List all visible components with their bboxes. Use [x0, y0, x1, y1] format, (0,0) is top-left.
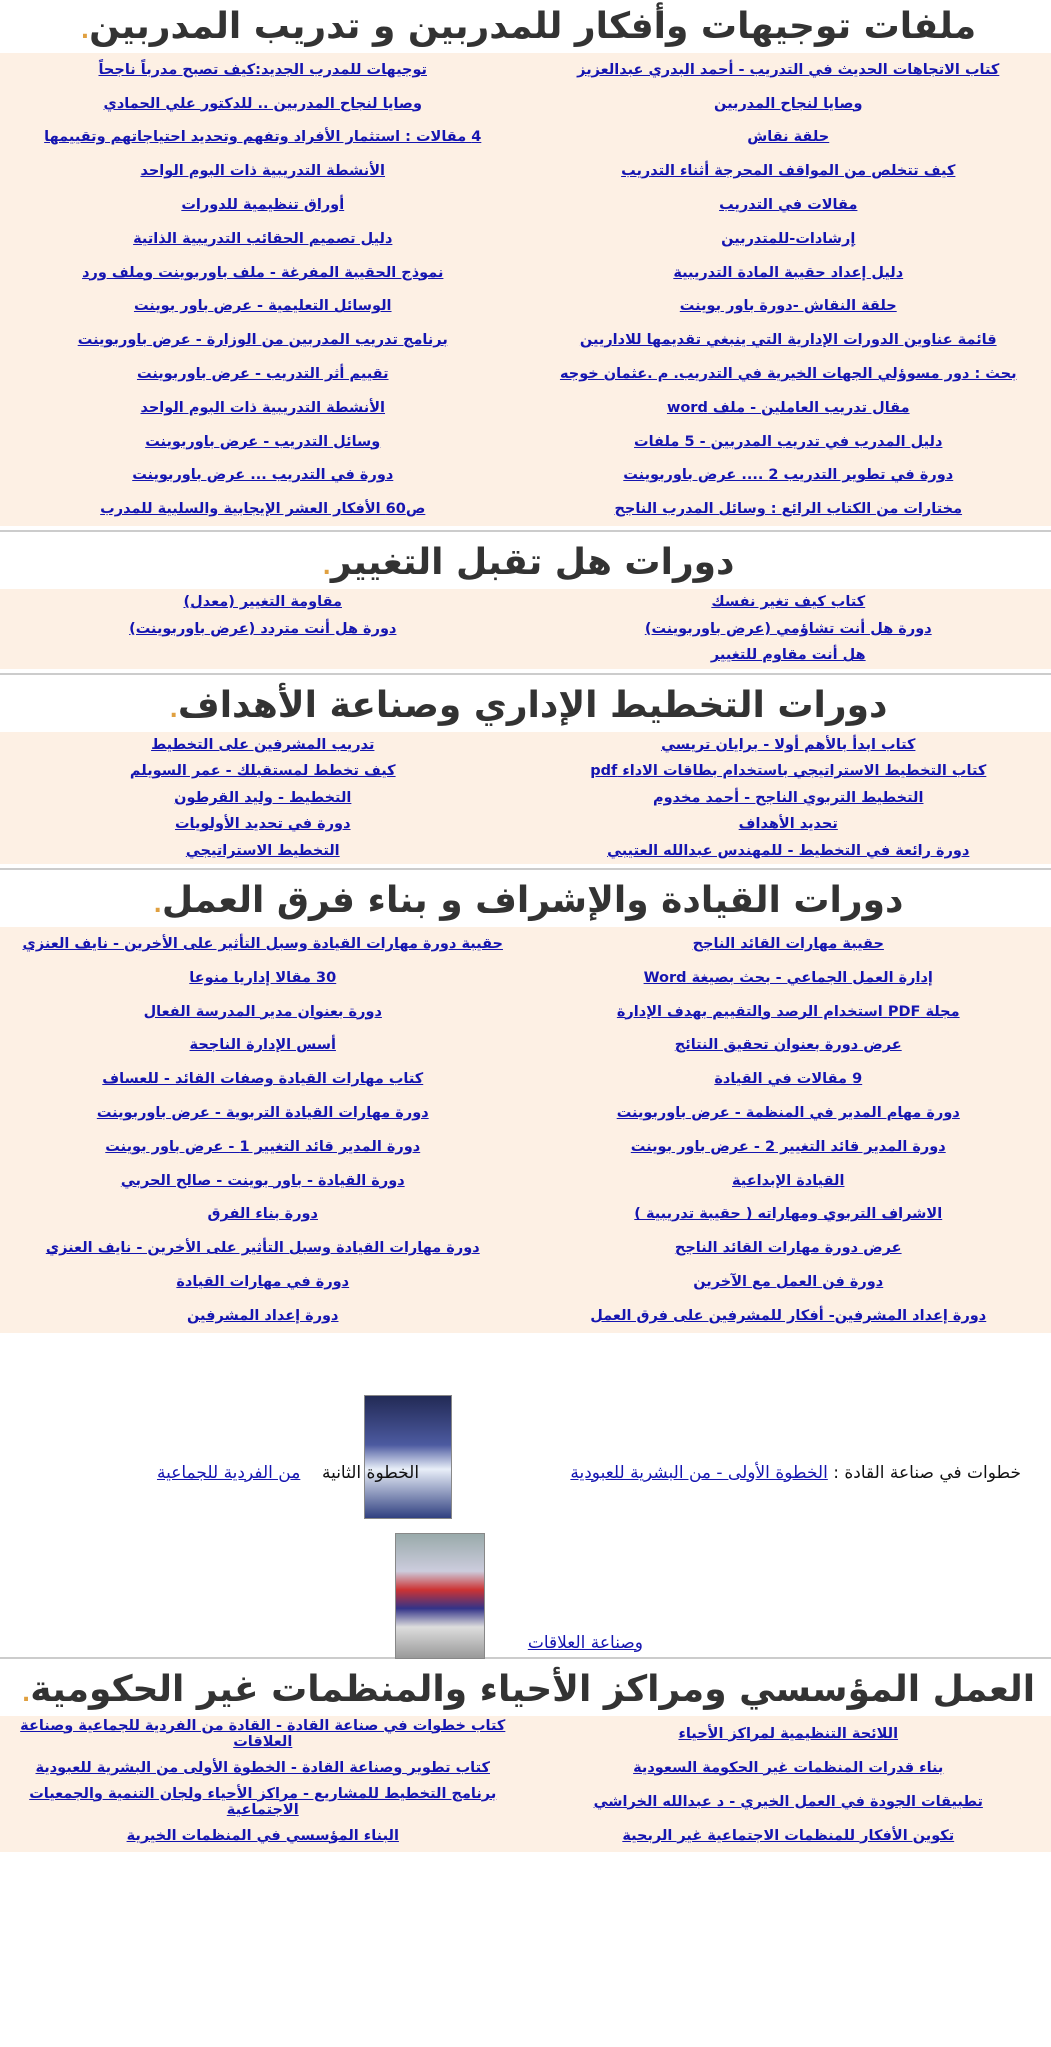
list-item-link[interactable]: حلقة النقاش -دورة باور بوينت	[679, 298, 897, 315]
right-cell	[526, 1794, 1051, 1810]
right-cell	[526, 790, 1051, 806]
list-item-link[interactable]: التخطيط الاستراتيجي	[185, 842, 340, 859]
list-item-link[interactable]: كتاب كيف تغير نفسك	[711, 594, 866, 611]
table-row	[0, 357, 1051, 391]
step3-link[interactable]: وصناعة العلاقات	[527, 1632, 643, 1653]
table-row	[0, 222, 1051, 256]
divider	[0, 530, 1051, 532]
right-cell	[526, 936, 1051, 952]
left-cell	[0, 265, 526, 281]
list-item-link[interactable]: حقيبة دورة مهارات القيادة وسبل التأثير على الأخرين - نايف العنزي	[22, 936, 503, 953]
list-item-link[interactable]: كتاب خطوات في صناعة القادة - القادة من الفردية للجماعية وصناعة العلاقات	[20, 1717, 506, 1750]
table-row	[0, 1716, 1051, 1752]
list-item-link[interactable]: التخطيط التربوي الناجح - أحمد مخدوم	[653, 789, 924, 806]
table-row	[0, 1820, 1051, 1852]
right-cell	[526, 737, 1051, 753]
right-cell	[526, 400, 1051, 416]
list-item-link[interactable]: اللائحة التنظيمية لمراكز الأحياء	[678, 1725, 899, 1742]
table-row	[0, 1198, 1051, 1232]
table-row	[0, 1299, 1051, 1333]
list-item-link[interactable]: 4 مقالات : استثمار الأفراد وتفهم وتحديد احتياجاتهم وتقييمها	[44, 129, 482, 146]
list-item-link[interactable]: مقاومة التغيير (معدل)	[183, 594, 342, 611]
step2-label: الخطوة الثانية	[321, 1462, 420, 1483]
links-trainers	[0, 53, 1051, 526]
right-cell	[526, 265, 1051, 281]
list-item-link[interactable]: دورة رائعة في التخطيط - للمهندس عبدالله العتيبي	[607, 842, 970, 859]
left-cell	[0, 62, 526, 78]
steps-prefix: خطوات في صناعة القادة :	[833, 1462, 1021, 1483]
left-cell	[0, 467, 526, 483]
list-item-link[interactable]: الأنشطة التدريبية ذات البوم الواحد	[140, 163, 386, 180]
right-cell	[526, 332, 1051, 348]
list-item-link[interactable]: نموذج الحقيبة المفرغة - ملف باوربوينت وملف ورد	[82, 264, 444, 281]
list-item-link[interactable]: دورة المدير قائد التغيير 2 - عرض باور بوينت	[630, 1138, 946, 1155]
links-leadership	[0, 927, 1051, 1333]
section-title-trainers: ملفات توجيهات وأفكار للمدربين و تدريب المدربين.	[80, 6, 977, 47]
list-item-link[interactable]: القيادة الإبداعية	[732, 1172, 845, 1189]
left-cell	[0, 400, 526, 416]
table-row	[0, 256, 1051, 290]
table-row	[0, 87, 1051, 121]
section-title-planning: دورات التخطيط الإداري وصناعة الأهداف.	[169, 684, 888, 726]
right-cell	[526, 434, 1051, 450]
list-item-link[interactable]: أسس الإدارة الناجحة	[189, 1037, 336, 1054]
list-item-link[interactable]: دورة مهام المدير في المنظمة - عرض باوربوينت	[616, 1105, 960, 1122]
right-cell	[526, 62, 1051, 78]
right-cell	[526, 1760, 1051, 1776]
list-item-link[interactable]: هل أنت مقاوم للتغيير	[710, 647, 866, 664]
section-title-institutional: العمل المؤسسي ومراكز الأحياء والمنظمات غير الحكومية.	[21, 1668, 1036, 1710]
list-item-link[interactable]: تطبيقات الجودة في العمل الخيري - د عبدالله الخراشي	[593, 1793, 983, 1810]
list-item-link[interactable]: دورة بناء الفرق	[207, 1206, 318, 1223]
divider	[0, 673, 1051, 675]
left-cell	[0, 129, 526, 145]
right-cell	[526, 970, 1051, 986]
table-row	[0, 459, 1051, 493]
divider	[0, 868, 1051, 870]
left-cell	[0, 1037, 526, 1053]
list-item-link[interactable]: بناء قدرات المنظمات غير الحكومة السعودية	[633, 1759, 944, 1776]
list-item-link[interactable]: حقيبة مهارات القائد الناجح	[692, 936, 884, 953]
list-item-link[interactable]: دورة هل أنت متردد (عرض باوربوينت)	[129, 620, 397, 637]
links-change	[0, 589, 1051, 669]
left-cell	[0, 1828, 526, 1844]
section-title-change: دورات هل تقبل التغيير.	[322, 542, 735, 584]
left-cell	[0, 366, 526, 382]
list-item-link[interactable]: التخطيط - وليد القرطون	[174, 789, 352, 806]
right-cell	[526, 1173, 1051, 1189]
list-item-link[interactable]: كيف تخطط لمستقبلك - عمر السويلم	[129, 763, 396, 780]
leader-steps	[0, 1333, 1051, 1653]
left-cell	[0, 197, 526, 213]
left-cell	[0, 594, 526, 610]
list-item-link[interactable]: دورة مهارات القيادة وسبل التأثير على الأخرين - نايف العنزي	[45, 1240, 480, 1257]
list-item-link[interactable]: دورة في تحديد الأولويات	[174, 816, 351, 833]
list-item-link[interactable]: عرض دورة بعنوان تحقيق النتائج	[674, 1037, 902, 1054]
list-item-link[interactable]: كتاب مهارات القيادة وصفات القائد - للعساف	[102, 1071, 424, 1088]
left-cell	[0, 1718, 526, 1750]
table-row	[0, 1130, 1051, 1164]
right-cell	[526, 621, 1051, 637]
right-cell	[526, 366, 1051, 382]
list-item-link[interactable]: دورة بعنوان مدير المدرسة الفعال	[143, 1003, 382, 1020]
right-cell	[526, 843, 1051, 859]
steps-line	[157, 1463, 1021, 1483]
left-cell	[0, 763, 526, 779]
right-cell	[526, 1726, 1051, 1742]
right-cell	[526, 1105, 1051, 1121]
list-item-link[interactable]: دورة مهارات القيادة التربوية - عرض باوربوينت	[96, 1105, 429, 1122]
left-cell	[0, 163, 526, 179]
left-cell	[0, 1139, 526, 1155]
list-item-link[interactable]: ص60 الأفكار العشر الإيجابية والسلبية للمدرب	[100, 501, 426, 518]
table-row	[0, 732, 1051, 759]
table-row	[0, 323, 1051, 357]
table-row	[0, 391, 1051, 425]
right-cell	[526, 467, 1051, 483]
table-row	[0, 642, 1051, 669]
right-cell	[526, 1240, 1051, 1256]
list-item-link[interactable]: تقييم أثر التدريب - عرض باوربوينت	[136, 366, 389, 383]
right-cell	[526, 1004, 1051, 1020]
list-item-link[interactable]: وسائل التدريب - عرض باوربوينت	[145, 433, 381, 450]
left-cell	[0, 332, 526, 348]
left-cell	[0, 1105, 526, 1121]
list-item-link[interactable]: إرشادات-للمتدربين	[721, 230, 856, 247]
list-item-link[interactable]: مقالات في التدريب	[719, 197, 858, 214]
left-cell	[0, 1308, 526, 1324]
step3-line	[528, 1633, 643, 1653]
left-cell	[0, 1786, 526, 1818]
right-cell	[526, 163, 1051, 179]
right-cell	[526, 1037, 1051, 1053]
left-cell	[0, 1274, 526, 1290]
right-cell	[526, 1308, 1051, 1324]
table-row	[0, 616, 1051, 643]
table-row	[0, 838, 1051, 865]
list-item-link[interactable]: دورة هل أنت تشاؤمي (عرض باوربوينت)	[644, 620, 932, 637]
list-item-link[interactable]: دليل المدرب في تدريب المدربين - 5 ملفات	[634, 433, 943, 450]
list-item-link[interactable]: الوسائل التعليمية - عرض باور بوينت	[133, 298, 392, 315]
table-row	[0, 1062, 1051, 1096]
list-item-link[interactable]: دليل تصميم الحقائب التدريبية الذاتية	[133, 230, 393, 247]
list-item-link[interactable]: وصايا لنجاح المدربين .. للدكتور علي الحمادي	[103, 95, 422, 112]
table-row	[0, 961, 1051, 995]
left-cell	[0, 1206, 526, 1222]
right-cell	[526, 647, 1051, 663]
table-row	[0, 188, 1051, 222]
list-item-link[interactable]: إدارة العمل الجماعي - بحث بصيغة Word	[643, 969, 933, 986]
right-cell	[526, 129, 1051, 145]
table-row	[0, 1752, 1051, 1784]
list-item-link[interactable]: تكوين الأفكار للمنظمات الاجتماعية غير الربحية	[622, 1827, 955, 1844]
table-row	[0, 492, 1051, 526]
table-row	[0, 758, 1051, 785]
table-row	[0, 290, 1051, 324]
table-row	[0, 995, 1051, 1029]
list-item-link[interactable]: تحديد الأهداف	[738, 816, 838, 833]
table-row	[0, 1029, 1051, 1063]
divider	[0, 1657, 1051, 1659]
list-item-link[interactable]: عرض دورة مهارات القائد الناجح	[674, 1240, 902, 1257]
right-cell	[526, 501, 1051, 517]
list-item-link[interactable]: حلقة نقاش	[747, 129, 830, 146]
left-cell	[0, 1004, 526, 1020]
list-item-link[interactable]: برنامج التخطيط للمشاريع - مراكز الأحياء ولجان التنمية والجمعيات الاجتماعية	[29, 1785, 497, 1818]
left-cell	[0, 1173, 526, 1189]
table-row	[0, 154, 1051, 188]
list-item-link[interactable]: برنامج تدريب المدربين من الوزارة - عرض باوربوينت	[77, 332, 448, 349]
list-item-link[interactable]: كتاب ابدأ بالأهم أولا - برايان تريسي	[661, 736, 916, 753]
right-cell	[526, 96, 1051, 112]
left-cell	[0, 298, 526, 314]
left-cell	[0, 1760, 526, 1776]
list-item-link[interactable]: مختارات من الكتاب الرائع : وسائل المدرب الناجح	[614, 501, 963, 518]
table-row	[0, 53, 1051, 87]
list-item-link[interactable]: دورة المدير قائد التغيير 1 - عرض باور بوينت	[105, 1138, 421, 1155]
table-row	[0, 785, 1051, 812]
list-item-link[interactable]: دورة إعداد المشرفين- أفكار للمشرفين على فرق العمل	[590, 1307, 987, 1324]
links-institutional	[0, 1716, 1051, 1852]
right-cell	[526, 1139, 1051, 1155]
list-item-link[interactable]: كيف تتخلص من المواقف المحرجة أثناء التدريب	[621, 163, 956, 180]
list-item-link[interactable]: دليل إعداد حقيبة المادة التدريبية	[673, 264, 904, 281]
table-row	[0, 927, 1051, 961]
left-cell	[0, 843, 526, 859]
left-cell	[0, 231, 526, 247]
left-cell	[0, 434, 526, 450]
left-cell	[0, 501, 526, 517]
right-cell	[526, 231, 1051, 247]
table-row	[0, 425, 1051, 459]
right-cell	[526, 1828, 1051, 1844]
list-item-link[interactable]: 30 مقالا إداريا منوعا	[189, 969, 337, 986]
left-cell	[0, 816, 526, 832]
table-row	[0, 1096, 1051, 1130]
right-cell	[526, 1071, 1051, 1087]
table-row	[0, 1265, 1051, 1299]
table-row	[0, 1231, 1051, 1265]
table-row	[0, 1784, 1051, 1820]
list-item-link[interactable]: الاشراف التربوي ومهاراته ( حقيبة تدريبية )	[634, 1206, 943, 1223]
left-cell	[0, 621, 526, 637]
list-item-link[interactable]: دورة فن العمل مع الآخرين	[693, 1274, 884, 1291]
list-item-link[interactable]: كتاب التخطيط الاستراتيجي باستخدام بطاقات الاداء pdf	[590, 763, 987, 780]
left-cell	[0, 96, 526, 112]
right-cell	[526, 1206, 1051, 1222]
book-cover-step1[interactable]	[364, 1395, 452, 1519]
list-item-link[interactable]: دورة في التدريب ... عرض باوربوينت	[132, 467, 394, 484]
list-item-link[interactable]: بحث : دور مسوؤلي الجهات الخيرية في التدريب. م .عثمان خوجه	[559, 366, 1017, 383]
list-item-link[interactable]: 9 مقالات في القيادة	[714, 1071, 863, 1088]
left-cell	[0, 1071, 526, 1087]
book-cover-step2[interactable]	[395, 1533, 485, 1659]
left-cell	[0, 970, 526, 986]
list-item-link[interactable]: دورة في تطوير التدريب 2 .... عرض باوربوينت	[623, 467, 954, 484]
list-item-link[interactable]: كتاب الاتجاهات الحديث في التدريب - أحمد البدري عبدالعزيز	[577, 61, 1000, 78]
list-item-link[interactable]: دورة القيادة - باور بوينت - صالح الحربي	[120, 1172, 405, 1189]
left-cell	[0, 1240, 526, 1256]
list-item-link[interactable]: كتاب تطوير وصناعة القادة - الخطوة الأولى من البشرية للعبودية	[35, 1759, 490, 1776]
table-row	[0, 121, 1051, 155]
step1-link[interactable]: الخطوة الأولى - من البشرية للعبودية	[570, 1462, 828, 1483]
left-cell	[0, 790, 526, 806]
right-cell	[526, 197, 1051, 213]
step2-link[interactable]: من الفردية للجماعية	[156, 1462, 301, 1483]
links-planning	[0, 732, 1051, 865]
right-cell	[526, 1274, 1051, 1290]
right-cell	[526, 763, 1051, 779]
list-item-link[interactable]: قائمة عناوين الدورات الإدارية التي ينبغي تقديمها للاداريين	[579, 332, 997, 349]
table-row	[0, 589, 1051, 616]
left-cell	[0, 737, 526, 753]
list-item-link[interactable]: دورة إعداد المشرفين	[187, 1307, 339, 1324]
right-cell	[526, 816, 1051, 832]
list-item-link[interactable]: أوراق تنظيمية للدورات	[181, 197, 345, 214]
list-item-link[interactable]: البناء المؤسسي في المنظمات الخيرية	[126, 1827, 399, 1844]
list-item-link[interactable]: مقال تدريب العاملين - ملف word	[666, 399, 910, 416]
list-item-link[interactable]: تدريب المشرفين على التخطيط	[151, 736, 375, 753]
list-item-link[interactable]: توجيهات للمدرب الجديد:كيف تصبح مدرباً ناجحاً	[98, 61, 427, 78]
list-item-link[interactable]: الأنشطة التدريبية ذات البوم الواحد	[140, 399, 386, 416]
list-item-link[interactable]: مجلة PDF استخدام الرصد والتقييم بهدف الإدارة	[616, 1003, 960, 1020]
right-cell	[526, 298, 1051, 314]
list-item-link[interactable]: دورة في مهارات القيادة	[176, 1274, 350, 1291]
table-row	[0, 811, 1051, 838]
section-title-leadership: دورات القيادة والإشراف و بناء فرق العمل.	[153, 880, 904, 922]
table-row	[0, 1164, 1051, 1198]
right-cell	[526, 594, 1051, 610]
left-cell	[0, 936, 526, 952]
list-item-link[interactable]: وصايا لنجاح المدربين	[714, 95, 863, 112]
